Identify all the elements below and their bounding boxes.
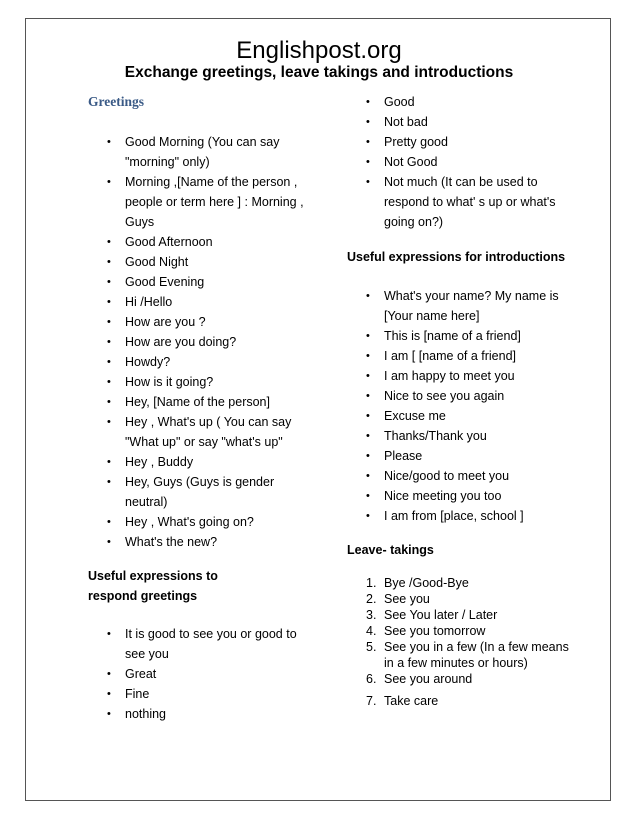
numbered-item: 6. See you around xyxy=(366,672,473,686)
list-item: • Nice to see you again xyxy=(347,386,587,406)
numbered-item: 1. Bye /Good-Bye xyxy=(366,576,469,590)
list-item: • Hey, Guys (Guys is gender xyxy=(88,472,318,492)
greetings-list xyxy=(88,132,318,552)
list-item: • Good Evening xyxy=(88,272,318,292)
list-item: • Good Afternoon xyxy=(88,232,318,252)
list-item: • Fine xyxy=(88,684,318,704)
list-item: • Thanks/Thank you xyxy=(347,426,587,446)
list-item-continued: respond to what' s up or what's xyxy=(384,195,556,209)
list-item: • I am [ [name of a friend] xyxy=(347,346,587,366)
respond-list xyxy=(88,624,318,724)
list-item: • Not Good xyxy=(347,152,587,172)
list-item: • This is [name of a friend] xyxy=(347,326,587,346)
list-item-continued: going on?) xyxy=(384,215,444,229)
list-item: • I am happy to meet you xyxy=(347,366,587,386)
list-item: • Howdy? xyxy=(88,352,318,372)
list-item: • How is it going? xyxy=(88,372,318,392)
list-item: • What's the new? xyxy=(88,532,318,552)
introductions-heading: Useful expressions for introductions xyxy=(347,250,566,264)
respond-heading: Useful expressions to respond greetings xyxy=(88,569,218,603)
list-item: • Great xyxy=(88,664,318,684)
list-item: • Nice/good to meet you xyxy=(347,466,587,486)
site-title: Englishpost.org xyxy=(236,37,402,64)
introductions-list xyxy=(347,286,587,526)
list-item: • How are you doing? xyxy=(88,332,318,352)
list-item: • What's your name? My name is xyxy=(347,286,587,306)
list-item: • Good Morning (You can say xyxy=(88,132,318,152)
list-item: • How are you ? xyxy=(88,312,318,332)
leave-takings-heading: Leave- takings xyxy=(347,543,434,557)
list-item: • Pretty good xyxy=(347,132,587,152)
numbered-item: 2. See you xyxy=(366,592,430,606)
numbered-item: 5. See you in a few (In a few means xyxy=(366,640,569,654)
list-item-continued: "What up" or say "what's up" xyxy=(125,435,283,449)
greetings-heading: Greetings xyxy=(88,94,144,109)
list-item: • Hey , What's up ( You can say xyxy=(88,412,318,432)
list-item: • Hey , Buddy xyxy=(88,452,318,472)
numbered-item: 3. See You later / Later xyxy=(366,608,498,622)
list-item-continued: see you xyxy=(125,647,169,661)
list-item-continued: [Your name here] xyxy=(384,309,480,323)
list-item: • Good Night xyxy=(88,252,318,272)
numbered-item-continued: in a few minutes or hours) xyxy=(384,656,528,670)
list-item: • Nice meeting you too xyxy=(347,486,587,506)
list-item: • It is good to see you or good to xyxy=(88,624,318,644)
list-item: • Morning ,[Name of the person , xyxy=(88,172,318,192)
respond-list-continued xyxy=(347,92,587,232)
list-item: • Excuse me xyxy=(347,406,587,426)
list-item: • Not bad xyxy=(347,112,587,132)
list-item-continued: "morning" only) xyxy=(125,155,210,169)
list-item: • Not much (It can be used to xyxy=(347,172,587,192)
list-item-continued: neutral) xyxy=(125,495,168,509)
list-item: • Hi /Hello xyxy=(88,292,318,312)
list-item: • I am from [place, school ] xyxy=(347,506,587,526)
list-item: • nothing xyxy=(88,704,318,724)
list-item-continued: Guys xyxy=(125,215,155,229)
list-item: • Hey , What's going on? xyxy=(88,512,318,532)
page-subtitle: Exchange greetings, leave takings and introductions xyxy=(124,64,514,81)
list-item: • Hey, [Name of the person] xyxy=(88,392,318,412)
leave-takings-list xyxy=(347,575,587,709)
list-item: • Good xyxy=(347,92,587,112)
list-item: • Please xyxy=(347,446,587,466)
list-item-continued: people or term here ] : Morning , xyxy=(125,195,304,209)
numbered-item: 4. See you tomorrow xyxy=(366,624,486,638)
numbered-item: 7. Take care xyxy=(366,694,439,708)
